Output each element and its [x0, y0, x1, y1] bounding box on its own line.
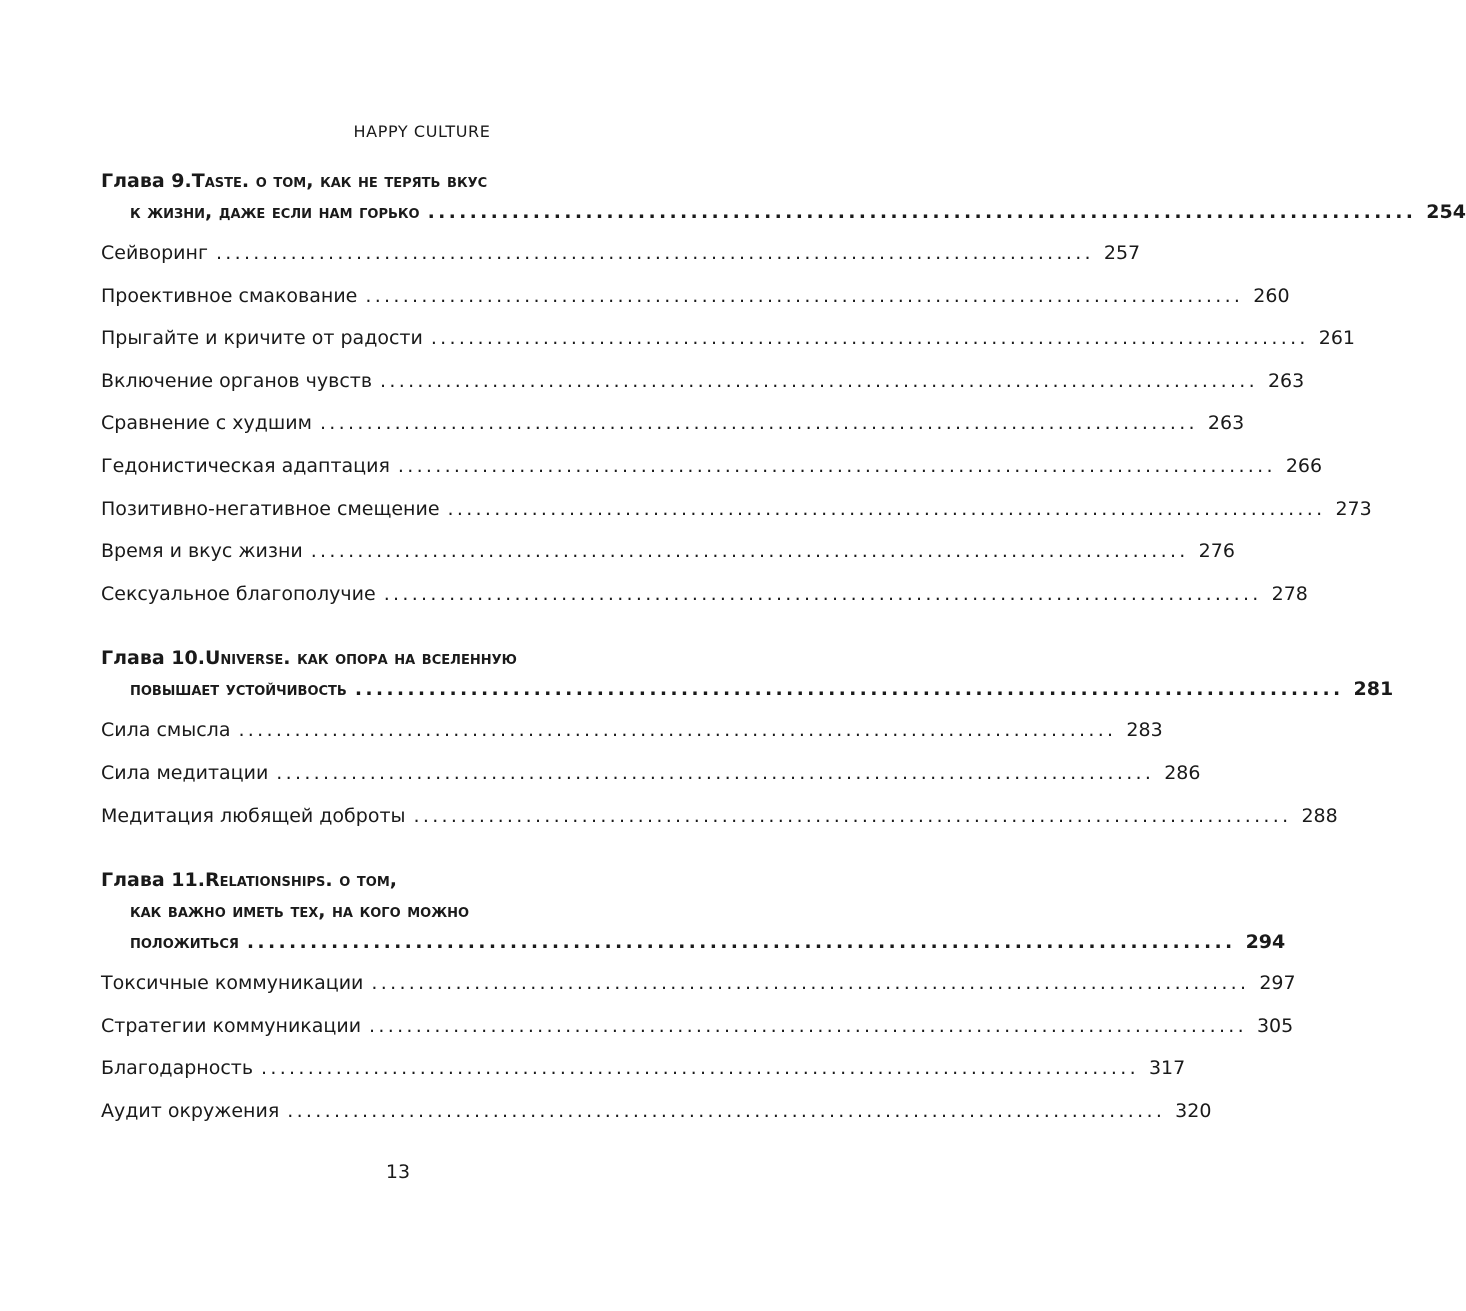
dot-leader: ..............................................................................................	[246, 931, 1236, 954]
page-number: 13	[385, 1161, 411, 1183]
entry-title: Сила смысла	[101, 719, 231, 742]
chapter-heading[interactable]	[101, 865, 1286, 958]
dot-leader: ..............................................................................................	[413, 804, 1292, 827]
chapter-title: к жизни, даже если нам горько	[130, 201, 420, 223]
entry-title: Сила медитации	[101, 761, 269, 784]
chapter-page-number: 294	[1245, 931, 1286, 954]
section-spacer	[101, 837, 696, 865]
entry-page-number: 286	[1164, 761, 1201, 784]
chapter-heading-line	[101, 674, 1394, 705]
dot-leader: ..............................................................................................	[261, 1057, 1139, 1080]
chapter-title: Taste. о том, как не терять вкус	[191, 170, 488, 192]
chapter-page-number: 254	[1426, 201, 1466, 223]
dot-leader: ..............................................................................................	[369, 1014, 1247, 1037]
entry-title: Аудит окружения	[101, 1099, 280, 1122]
toc-entry[interactable]	[101, 275, 1290, 318]
entry-title: Сексуальное благополучие	[101, 582, 376, 605]
dot-leader: ..............................................................................................	[383, 582, 1262, 605]
entry-page-number: 263	[1267, 369, 1305, 392]
toc-entry[interactable]	[101, 962, 1296, 1005]
entry-title: Сравнение с худшим	[101, 412, 312, 435]
toc-entry[interactable]	[101, 795, 1338, 838]
toc-entry[interactable]	[101, 573, 1308, 616]
toc-entry[interactable]	[101, 317, 1356, 360]
chapter-heading[interactable]	[101, 643, 1394, 705]
entry-page-number: 278	[1271, 582, 1308, 605]
toc-entry[interactable]	[101, 445, 1323, 488]
entry-title: Время и вкус жизни	[101, 540, 303, 563]
entry-title: Токсичные коммуникации	[101, 972, 364, 995]
dot-leader: ..............................................................................................	[380, 369, 1258, 392]
entry-title: Прыгайте и кричите от радости	[101, 327, 423, 350]
chapter-title: Universe. как опора на вселенную	[204, 647, 517, 670]
dot-leader: ..............................................................................................	[447, 497, 1326, 520]
entry-page-number: 297	[1259, 972, 1296, 995]
toc-entry[interactable]	[101, 402, 1245, 445]
chapter-heading-line	[101, 643, 696, 674]
entry-title: Включение органов чувств	[101, 369, 373, 392]
dot-leader: ..............................................................................................	[276, 761, 1155, 784]
toc-entry[interactable]	[101, 530, 1235, 573]
entry-page-number: 305	[1256, 1014, 1294, 1037]
dot-leader: ..............................................................................................	[238, 719, 1117, 742]
toc-entry[interactable]	[101, 232, 1141, 275]
toc-entry[interactable]	[101, 1005, 1294, 1048]
chapter-heading-line	[101, 865, 696, 896]
table-of-contents	[101, 166, 1466, 1133]
entry-page-number: 261	[1318, 327, 1356, 350]
dot-leader: ..............................................................................................	[397, 454, 1276, 477]
running-head: HAPPY CULTURE	[353, 122, 491, 141]
dot-leader: ..............................................................................................	[365, 284, 1244, 307]
entry-title: Позитивно-негативное смещение	[101, 497, 440, 520]
dot-leader: ..............................................................................................	[319, 412, 1198, 435]
chapter-page-number: 281	[1353, 678, 1394, 701]
entry-page-number: 257	[1103, 242, 1141, 264]
entry-page-number: 283	[1126, 719, 1163, 742]
entry-page-number: 276	[1198, 540, 1235, 563]
dot-leader: ..............................................................................................	[430, 327, 1309, 350]
entry-page-number: 260	[1253, 284, 1290, 307]
toc-entry[interactable]	[101, 488, 1372, 531]
entry-title: Благодарность	[101, 1057, 254, 1080]
entry-page-number: 266	[1285, 454, 1323, 477]
toc-entry[interactable]	[101, 360, 1305, 403]
chapter-title: положиться	[130, 931, 239, 954]
entry-page-number: 263	[1207, 412, 1245, 435]
entry-title: Гедонистическая адаптация	[101, 454, 390, 477]
chapter-label: Глава 10.	[101, 647, 205, 670]
dot-leader: ..............................................................................................	[287, 1099, 1166, 1122]
chapter-title: повышает устойчивость	[130, 678, 347, 701]
chapter-title: Relationships. о том,	[204, 869, 397, 892]
toc-entry[interactable]	[101, 709, 1163, 752]
chapter-label: Глава 9.	[101, 170, 192, 192]
entry-page-number: 320	[1175, 1099, 1212, 1122]
entry-title: Проективное смакование	[101, 284, 358, 307]
chapter-heading[interactable]	[101, 166, 1466, 228]
chapter-title: как важно иметь тех, на кого можно	[130, 900, 470, 923]
dot-leader: ..............................................................................................	[427, 201, 1417, 223]
chapter-heading-line	[101, 896, 696, 927]
chapter-heading-line	[101, 197, 1466, 228]
entry-page-number: 288	[1301, 804, 1338, 827]
dot-leader: ..............................................................................................	[215, 242, 1094, 264]
entry-title: Медитация любящей доброты	[101, 804, 406, 827]
chapter-heading-line	[101, 166, 696, 197]
chapter-label: Глава 11.	[101, 869, 205, 892]
entry-title: Стратегии коммуникации	[101, 1014, 362, 1037]
section-spacer	[101, 615, 696, 643]
entry-page-number: 317	[1148, 1057, 1186, 1080]
toc-entry[interactable]	[101, 1047, 1186, 1090]
toc-entry[interactable]	[101, 752, 1201, 795]
dot-leader: ..............................................................................................	[371, 972, 1250, 995]
entry-title: Сейворинг	[101, 242, 208, 264]
toc-entry[interactable]	[101, 1090, 1212, 1133]
chapter-heading-line	[101, 927, 1286, 958]
dot-leader: ..............................................................................................	[310, 540, 1189, 563]
entry-page-number: 273	[1335, 497, 1372, 520]
dot-leader: ..............................................................................................	[354, 678, 1344, 701]
